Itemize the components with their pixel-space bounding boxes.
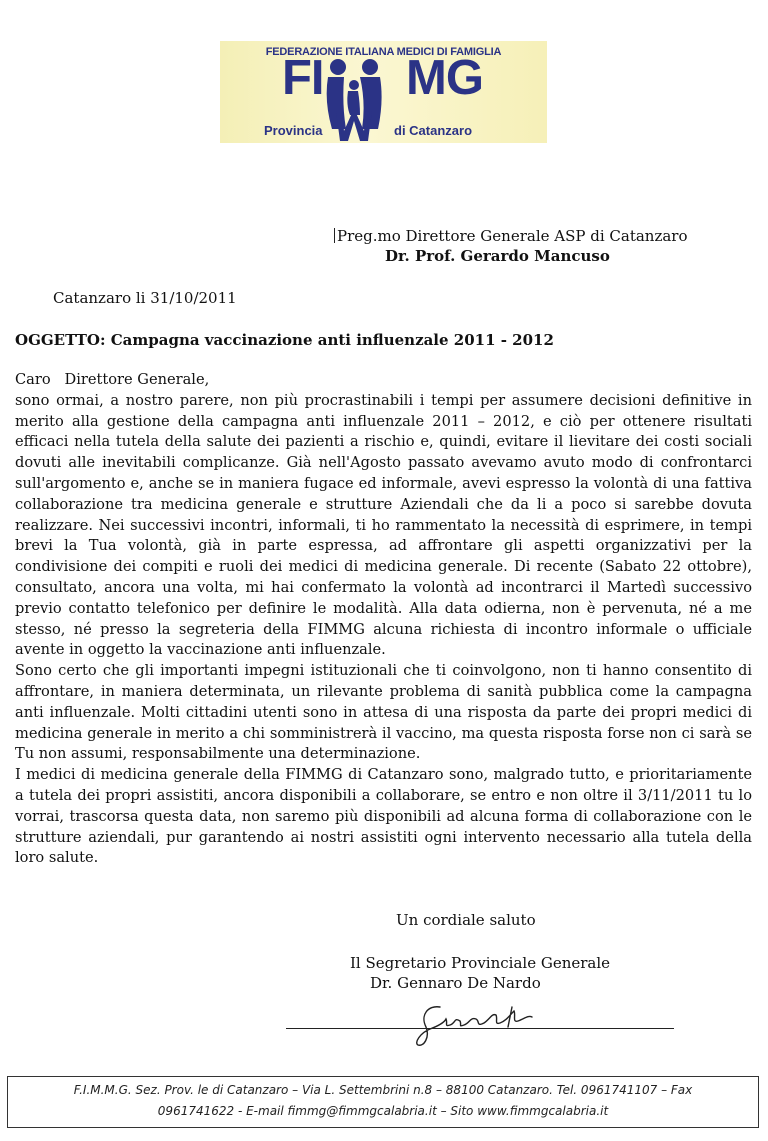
recipient-name: Dr. Prof. Gerardo Mancuso [385,247,610,265]
fimmg-logo [220,41,547,143]
closing-salutation: Un cordiale saluto [396,911,536,929]
logo-federation-text: FEDERAZIONE ITALIANA MEDICI DI FAMIGLIA [265,46,502,58]
paragraph-2: Sono certo che gli importanti impegni istituzionali che ti coinvolgono, non ti hanno consentito di affrontare, in maniera determinata, un rilevante problema di sanità pubblica come la campagna anti influenzale. Molti cittadini utenti sono in attesa di una risposta da parte dei propri medici di medicina generale in merito a chi somministrerà il vaccino, ma questa risposta forse non ci sarà se Tu non assumi, responsabilmente una determinazione. [15,662,752,763]
greeting: Caro Direttore Generale, [15,371,210,388]
paragraph-3: I medici di medicina generale della FIMMG di Catanzaro sono, malgrado tutto, e prioritariamente a tutela dei propri assistiti, ancora disponibili a collaborare, se entro e non oltre il 3/11/2011 tu lo vorrai, trascorsa questa data, non saremo più disponibili ad alcuna forma di collaborazione con le strutture aziendali, pur garantendo ai nostri assistiti ogni intervento necessario alla tutela della loro salute. [15,766,752,867]
signatory-title: Il Segretario Provinciale Generale [350,954,611,972]
recipient-title: Preg.mo Direttore Generale ASP di Catanzaro [337,227,688,245]
logo-province-right: di Catanzaro [394,123,473,138]
letter-date: Catanzaro li 31/10/2011 [53,289,237,307]
logo-acronym-left: FI [282,51,324,105]
handwritten-signature [400,993,560,1053]
footer-contacts [7,1076,759,1128]
footer-line-2: 0961741622 - E-mail fimmg@fimmgcalabria.it – Sito www.fimmgcalabria.it [157,1104,609,1118]
letter-body [15,370,752,869]
letter-subject: OGGETTO: Campagna vaccinazione anti influenzale 2011 - 2012 [15,331,554,349]
signatory-name: Dr. Gennaro De Nardo [370,974,541,992]
signature-line [286,1028,674,1029]
paragraph-1: sono ormai, a nostro parere, non più procrastinabili i tempi per assumere decisioni definitive in merito alla gestione della campagna anti influenzale 2011 – 2012, e ciò per ottenere risultati efficaci nella tutela della salute dei pazienti a rischio e, quindi, evitare il lievitare dei costi sociali dovuti alle inevitabili complicanze. Già nell'Agosto passato avevamo avuto modo di confrontarci sull'argomento e, anche se in maniera fugace ed informale, avevi espresso la volontà di una fattiva collaborazione tra medicina generale e strutture Aziendali che da li a poco si sarebbe dovuta realizzare. Nei successivi incontri, informali, ti ho rammentato la necessità di esprimere, in tempi brevi la Tua volontà, già in parte espressa, ad affrontare gli aspetti organizzativi per la condivisione dei compiti e ruoli dei medici di medicina generale. Di recente (Sabato 22 ottobre), consultato, ancora una volta, mi hai confermato la volontà ad incontrarci il Martedì successivo previo contatto telefonico per definire le modalità. Alla data odierna, non è pervenuta, né a me stesso, né presso la segreteria della FIMMG alcuna richiesta di incontro informale o ufficiale avente in oggetto la vaccinazione anti influenzale. [15,391,752,659]
recipient-line-1 [334,227,688,245]
logo-acronym-right: MG [406,51,483,105]
text-cursor-mark [334,228,335,243]
footer-line-1: F.I.M.M.G. Sez. Prov. le di Catanzaro – Via L. Settembrini n.8 – 88100 Catanzaro. Tel. 0961741107 – Fax [73,1083,693,1097]
logo-province-left: Provincia [264,123,323,138]
